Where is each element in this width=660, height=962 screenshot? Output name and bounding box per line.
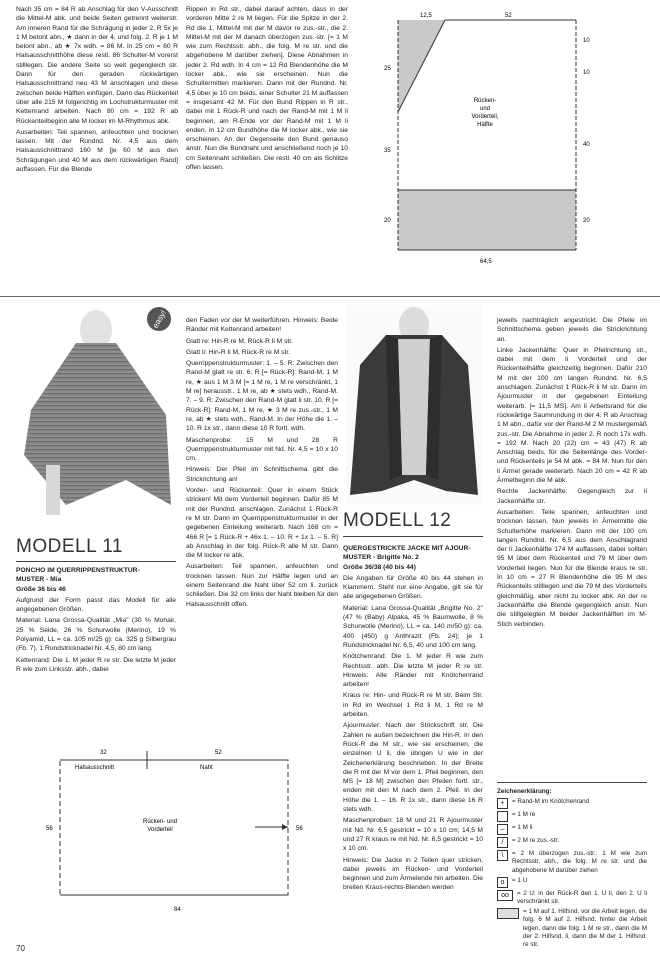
schema-label: Rücken- und	[142, 819, 178, 825]
dim-label: 35	[384, 148, 391, 154]
top-text-column-2	[186, 5, 348, 174]
paragraph: Querrippenstrukturmuster: 1. – 5. R: Zwischen den Rand-M glatt re str. 6. R [= Rück-R]: Rand-M, 1 M re, ★ aus 1 M 3 M [= 1 M re, 1 M re verschränkt, 1 M re] herausstr., 1 M re, ab ★ stets wdh., Rand-M. 7. – 9. R: Zwischen den Rand-M glatt li str. 10. R [= Rück-R]: Rand-M, 1 M re, ★ 3 M re zus.-str., 1 M re, ab ★ stets wdh., Rand-M. In der Höhe die 1. – 10. R 1x str., dann diese 10 R fortl. wdh.	[186, 360, 338, 433]
paragraph: Ausarbeiten: Teil spannen, anfeuchten und trocknen lassen. Nun zur Hälfte legen und an einem Seitenrand die Naht über 52 cm li. zurück schließen. Die 32 cm links der Naht bleiben für den Halsausschnitt offen.	[186, 563, 338, 608]
paragraph: Rippen in Rd str., dabei darauf achten, dass in der vorderen Mitte 2 re M liegen. Für die Spitze in der 2. Rd die 1. Mittel-M mit der M davor re zus.-str., die 2. Mittel-M mit der M danach überzogen zus.-str. [= 1 M wie zum Rechtsstr. abh., die folg. M re str. und die abgehobene M darüber ziehen]. Diese Abnahmen in jeder 2. Rd wdh. In 4 cm = 12 Rd Blendenhöhe die M locker abk., wie sie erscheinen. Nun die Schultermitten markieren. Dann mit der Rundnd. Nr. 4,5 über je 10 cm beids. einer Schulter 21 M auffassen = insgesamt 42 M. Für den Bund Rippen in R str., dabei mit 1 Rück-R und nach der Rand-M mit 1 M li beginnen, am R-Ende vor der Rand-M mit 1 M li enden. In 12 cm Bundhöhe die M locker abk., wie sie erscheinen. An der Gegenseite den Bund genauso anstr. Nun die Bundnaht und anschließend noch je 10 cm Seitennaht schließen. Die restl. 40 cm als Schlitze offen lassen.	[186, 6, 348, 172]
k2tog-icon: /	[497, 837, 508, 848]
title-underline	[343, 536, 483, 537]
model-11-title: MODELL 11	[16, 536, 123, 557]
legend-text: = 2 M re zus.-str.	[512, 837, 560, 845]
schema-label: Vorderteil,	[471, 114, 499, 120]
paragraph: Hinweis: Die Jacke in 2 Teilen quer stricken, dabei jeweils im Rücken- und Vorderteil beginnen und zum Ärmelende hin arbeiten. Die breiten Kraus-rechts-Blenden werden	[343, 856, 483, 892]
paragraph: Aufgrund der Form passt das Modell für alle angegebenen Größen.	[16, 596, 176, 614]
dim-label: 40	[583, 142, 590, 148]
legend-item	[497, 908, 647, 949]
poncho-pattern-schema	[40, 745, 325, 920]
easy-badge: easy!	[150, 308, 169, 330]
model-11-column-1	[16, 566, 176, 676]
legend-text: = 2 U: in der Rück-R den 1. U li, den 2. U li verschränkt str.	[517, 889, 647, 906]
dim-label: 84	[174, 907, 181, 913]
legend-text: = 1 M re	[512, 811, 536, 819]
paragraph: Ajourmuster: Nach der Strickschrift str. Die Zahlen re außen bezeichnen die Hin-R. In den Rück-R die M str., wie sie erscheinen, die einzelnen U li, die übrigen U wie in der Zeichenerklärung beschrieben. In der Breite die R mit der M vor dem 1. Pfeil beginnen, den MS [= 18 M] zwischen den Pfeilen fortl. str., enden mit den M nach dem 2. Pfeil. In der Höhe die 1. – 16. R 1x str., dann diese 16 R stets wdh.	[343, 722, 483, 814]
model-11-column-2	[186, 316, 338, 611]
paragraph: Vorder- und Rückenteil: Quer in einem Stück stricken! Mit dem Vorderteil beginnen. Dafür 85 M mit der Rundnd. anschlagen. Zunächst 1 Rück-R re M str. Dann im Querrippenstrukturmuster in der gegebenen Einteilung weiterarb. Nach 168 cm = 466 R [= 1 Rück-R + 46x 1. – 10. R + 1x 1. – 5. R] ab Anschlag in der folg. Rück-R alle M str. Dann die M locker re abk.	[186, 487, 338, 560]
schema-shade-bottom	[398, 190, 576, 250]
paragraph: Nach 35 cm = 84 R ab Anschlag für den V-Ausschnitt die Mittel-M abk. und beide Seiten getrennt weiterstr. Am inneren Rand für die Schrägung in jeder 2. R 5x je 1 M betont abn., ★ dann in der 4. und folg. 2. R je 1 M betont abn., ab ★ 7x wdh. = 86 M. In 25 cm = 60 R Halsausschnitthöhe diese restl. 86 Schulter-M vorerst stilllegen. Die andere Seite so weit gegengleich str. Dann für den geraden rückwärtigen Halsausschnittrand neu 43 M anschlagen und diese zwischen beide Hälften einfügen. Dann das Rückenteil über alle 215 M folgerichtig im Lochstrukturmuster mit Kettenrand arbeiten. Nach 80 cm = 192 R ab Rückenteilbeginn alle M locker im M-Rhythmus abk.	[16, 6, 178, 125]
ssk-icon: \	[497, 850, 508, 861]
legend-item	[497, 850, 647, 875]
paragraph: Glatt li: Hin-R li M, Rück-R re M str.	[186, 348, 291, 356]
paragraph: Knötchenrand: Die 1. M jeder R wie zum Rechtsstr. abh. Die letzte M jeder R re str. Hinweis: Alle Ränder mit Knötchenrand arbeiten!	[343, 653, 483, 689]
title-underline	[16, 561, 176, 562]
schema-label: Rücken-	[473, 98, 497, 104]
section-divider	[0, 296, 660, 297]
paragraph: Material: Lana Grossa-Qualität „Brigitte No. 2" (47 % (Baby) Alpaka, 45 % Baumwolle, 8 % Schurwolle (Merino), LL = ca. 140 m/50 g): ca. 400 (450) g Anthrazit (Fb. 24); je 1 Rundstricknadel Nr. 6,5, 40 und 100 cm lang.	[343, 604, 483, 649]
jacket-inner	[398, 339, 430, 475]
paragraph: den Faden vor der M weiterführen. Hinweis: Beide Ränder mit Kettenrand arbeiten!	[186, 317, 338, 334]
double-yarn-over-icon: oo	[497, 890, 513, 901]
size-label: Größe 36 bis 46	[16, 585, 66, 593]
schema-label: Hälfte	[477, 122, 493, 128]
legend-item	[497, 798, 647, 809]
legend-text: = 1 U	[512, 876, 528, 884]
dim-label: 52	[215, 750, 222, 756]
legend-text: = 1 M li	[512, 824, 533, 832]
model-12-column-2	[497, 316, 647, 631]
paragraph: Die Angaben für Größe 40 bis 44 stehen in Klammern. Steht nur eine Angabe, gilt sie für alle angegebenen Größen.	[343, 574, 483, 601]
subtitle: PONCHO IM QUERRIPPENSTRUKTUR-	[16, 567, 140, 574]
schema-label: Vorderteil	[147, 827, 173, 833]
legend-text: = 1 M auf 1. Hilfsnd. vor die Arbeit legen, die folg. 6 M auf 2. Hilfsnd. hinter die Arbeit legen, dann die folg. 1 M re str., dann die M der 2. Hilfsnd. li, dann die M der 1. Hilfsnd. re str.	[523, 908, 647, 949]
dim-label: 56	[296, 826, 303, 832]
legend-item	[497, 837, 647, 848]
schema-label: Halsausschnitt	[75, 765, 115, 771]
dim-label: 56	[46, 826, 53, 832]
page-number: 70	[16, 944, 25, 953]
dim-label: 10	[583, 70, 590, 76]
edge-stitch-icon: +	[497, 798, 508, 809]
legend-item	[497, 824, 647, 835]
subtitle: QUERGESTRICKTE JACKE MIT AJOUR-	[343, 545, 471, 552]
top-text-column-1	[16, 5, 178, 176]
paragraph: Rechte Jackenhälfte: Gegengleich zur li Jackenhälfte str.	[497, 488, 647, 505]
paragraph: Maschenproben: 18 M und 21 R Ajourmuster mit Nd. Nr. 6,5 gestrickt = 10 x 10 cm; 14,5 M und 27 R kraus re mit Nd. Nr. 6,5 gestrickt = 10 x 10 cm.	[343, 817, 483, 853]
legend-item	[497, 890, 647, 906]
cable-stitch-icon	[497, 908, 519, 919]
schema-label: und	[479, 106, 491, 112]
poncho-photo	[16, 305, 176, 530]
dim-label: 10	[583, 38, 590, 44]
arm-shape	[46, 465, 60, 515]
schema-rect	[60, 760, 288, 895]
purl-stitch-icon: –	[497, 824, 508, 835]
paragraph: Material: Lana Grossa-Qualität „Mia" (30 % Mohair, 25 % Seide, 26 % Schurwolle (Merino), 19 % Polyamid, LL = ca. 105 m/25 g): ca. 325 g Silbergrau (Fb. 7). 1 Rundstricknadel Nr. 4,5, 80 cm lang.	[16, 617, 176, 653]
dim-label: 20	[384, 218, 391, 224]
yarn-over-icon: o	[497, 877, 508, 888]
paragraph: Linke Jackenhälfte: Quer in Pfeilrichtung str., dabei mit dem li Vorderteil und der Rückenteilhälfte gleichzeitig beginnen. Dafür 210 M mit der 100 cm langen Rundnd. Nr. 6,5 anschlagen. Zunächst 1 Rück-R li M str. Dann im Ajourmuster in der gegebenen Einteilung weiterarb. [= 11,5 MS]. Am li Arbeitsrand für die rückwärtige Saumrundung in der 4. R ab Anschlag 1 M abn., dafür vor der Rand-M 2 M mustergemäß zus.-str. Die Abnahme in jeder 2. R noch 17x wdh. = 192 M. Nach 20 (22) cm = 43 (47) R ab Anschlag beids. für die Seitenlänge des Vorder- und Rückenteils je 54 M abk. = 84 M. Nun für den li Ärmel gerade weiterarb. Nach 20 cm = 42 R ab Ärmelbeginn die M abk.	[497, 346, 647, 485]
legend-rule	[497, 782, 647, 783]
model-12-title: MODELL 12	[343, 510, 452, 531]
subtitle: MUSTER - Mia	[16, 576, 62, 584]
arrow-head	[282, 824, 288, 830]
paragraph: Maschenprobe: 15 M und 28 R Querrippenstrukturmuster mit Nd. Nr. 4,5 = 10 x 10 cm.	[186, 436, 338, 463]
legend-text: = Rand-M im Knötchenrand	[512, 798, 590, 806]
legend-item	[497, 811, 647, 822]
top-pattern-schema	[380, 12, 655, 277]
paragraph: Hinweis: Der Pfeil im Schnittschema gibt die Strickrichtung an!	[186, 466, 338, 483]
knit-stitch-icon	[497, 811, 508, 822]
dim-label: 64,5	[480, 259, 492, 265]
legend	[497, 788, 647, 951]
jacket-photo	[346, 305, 481, 505]
legend-title: Zeichenerklärung:	[497, 788, 552, 795]
schema-label: Naht	[200, 765, 213, 771]
paragraph: Ausarbeiten: Teil spannen, anfeuchten und trocknen lassen. Mit der Rundnd. Nr. 4,5 aus dem Halsausschnittrand 160 M [je 60 M aus den Schrägungen und 40 M aus dem rückwärtigen Rand] auffassen. Für die Blende	[16, 128, 178, 174]
dim-label: 52	[505, 13, 512, 19]
paragraph: jeweils nachträglich angestrickt. Die Pfeile im Schnittschema geben jeweils die Strickrichtung an.	[497, 317, 647, 343]
model-12-column-1	[343, 544, 483, 895]
legend-item	[497, 877, 647, 888]
size-label: Größe 36/38 (40 bis 44)	[343, 563, 416, 571]
paragraph: Ausarbeiten: Teile spannen, anfeuchten und trocknen lassen. Nun jeweils in Ärmelmitte die Schulterhöhe markieren. Dann mit der 100 cm langen Rundnd. Nr. 6,5 aus dem Anschlagrand der li Jackenhälfte 174 M auffassen, dabei sollten 95 M über dem Rückenteil und 79 M über dem Vorderteil liegen. Nun für die Blende kraus re str. In 10 cm = 27 R Blendenhöhe die 95 M des Rückenteils stilllegen und die 79 M des Vorderteils gleichmäßig, aber nicht zu locker abk. An der re Jackenhälfte die Blende gegengleich anstr. Nun die stillgelegten M beider Jackenhälften im M-Stich verbinden.	[497, 508, 647, 628]
paragraph: Kraus re: Hin- und Rück-R re M str. Beim Str. in Rd im Wechsel 1 Rd li M, 1 Rd re M arbeiten.	[343, 692, 483, 719]
paragraph: Glatt re: Hin-R re M, Rück-R li M str.	[186, 337, 294, 345]
paragraph: Kettenrand: Die 1. M jeder R re str. Die letzte M jeder R wie zum Linksstr. abh., dabei	[16, 656, 176, 673]
subtitle: MUSTER - Brigitte No. 2	[343, 554, 419, 562]
dim-label: 32	[100, 750, 107, 756]
legend-text: = 2 M überzogen zus.-str.: 1 M wie zum Rechtsstr. abh., die folg. M re str. und die abgehobene M darüber ziehen	[512, 850, 647, 874]
dim-label: 12,5	[420, 13, 432, 19]
dim-label: 25	[384, 66, 391, 72]
dim-label: 20	[583, 218, 590, 224]
